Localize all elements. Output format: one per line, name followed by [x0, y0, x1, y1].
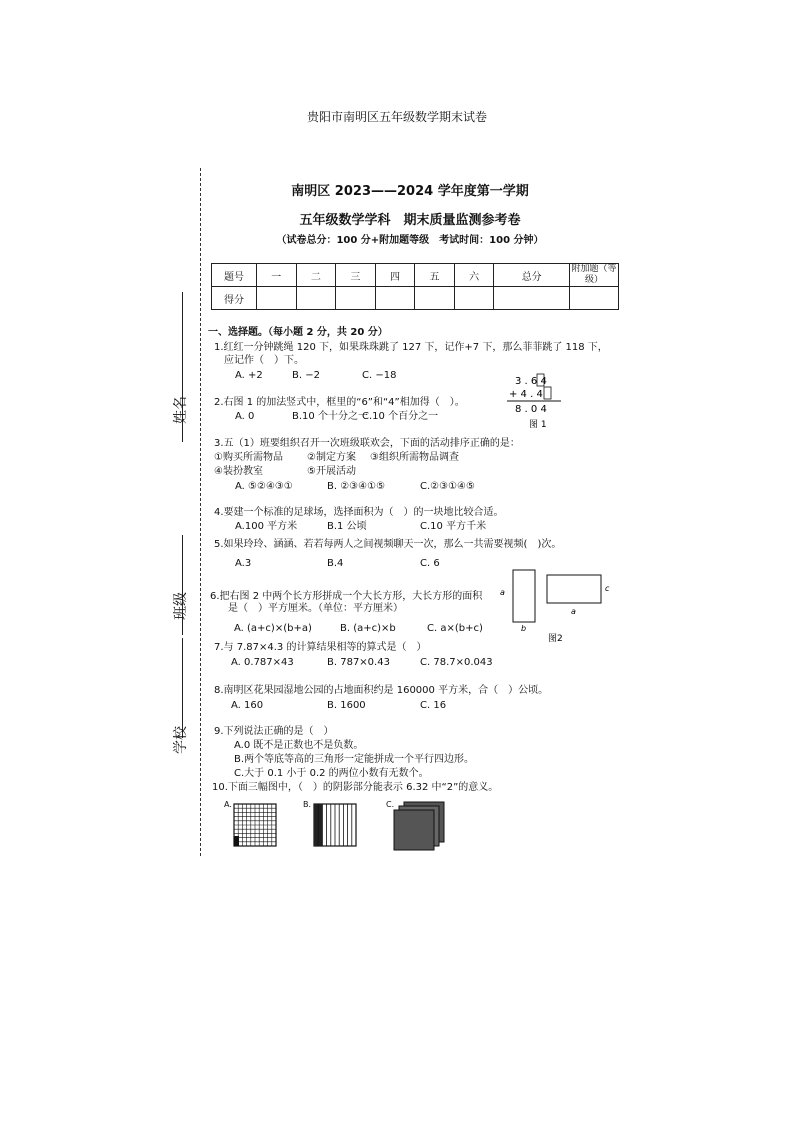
q3-option-b: B. ②③④①⑤: [327, 481, 386, 492]
fig1-box-4: [544, 387, 551, 399]
header-cell: 六: [454, 264, 494, 287]
document-title: 贵阳市南明区五年级数学期末试卷: [306, 110, 487, 124]
q5-option-c: C. 6: [420, 558, 440, 569]
q2-option-c: C.10 个百分之一: [362, 411, 439, 422]
q3-stem: 3.五（1）班要组织召开一次班级联欢会，下面的活动排序正确的是：: [214, 438, 520, 449]
q2-stem: 2.右图 1 的加法竖式中，框里的“6”和“4”相加得（ ）。: [214, 397, 465, 408]
q3-option-a: A. ⑤②④③①: [235, 481, 293, 492]
paper-title-line1: 南明区 2023——2024 学年度第一学期: [291, 184, 529, 199]
fig1-row2: + 4 . 4: [509, 389, 543, 400]
score-cell[interactable]: [375, 287, 415, 310]
q3-item-1: ①购买所需物品: [214, 452, 283, 463]
header-cell: 附加题（等级）: [571, 264, 617, 285]
q8-option-b: B. 1600: [327, 700, 366, 711]
paper-note: （试卷总分：100 分+附加题等级 考试时间：100 分钟）: [276, 235, 544, 246]
q3-item-5: ⑤开展活动: [307, 466, 356, 477]
fig2-tall-rect: [513, 570, 535, 622]
fig2-label-c: c: [605, 584, 610, 593]
q1-stem-a: 1.红红一分钟跳绳 120 下，如果珠珠跳了 127 下，记作+7 下，那么菲菲跳了 118 下，: [214, 342, 608, 353]
q7-option-c: C. 78.7×0.043: [420, 657, 493, 668]
score-cell[interactable]: [415, 287, 455, 310]
score-table-header-row: [212, 264, 619, 287]
section1-heading: 一、选择题。（每小题 2 分，共 20 分）: [208, 327, 388, 338]
q10-option-b-label: B.: [303, 800, 312, 809]
fig2-caption: 图2: [548, 634, 563, 644]
q1-option-a: A. +2: [235, 370, 263, 381]
q3-item-4: ④装扮教室: [214, 466, 263, 477]
q8-option-a: A. 160: [231, 700, 264, 711]
q4-option-b: B.1 公顷: [327, 521, 367, 532]
fig1-row1: 3 . 6 4: [515, 376, 547, 387]
q6-option-a: A. (a+c)×(b+a): [234, 623, 312, 634]
q4-stem: 4.要建一个标准的足球场，选择面积为（ ）的一块地比较合适。: [214, 507, 504, 518]
fig2-label-b: b: [521, 624, 527, 633]
header-cell: 三: [336, 264, 376, 287]
q4-option-a: A.100 平方米: [235, 521, 298, 532]
q10-grid-a: [232, 802, 280, 848]
fig2-wide-rect: [547, 575, 601, 603]
class-label: 班级: [173, 592, 189, 620]
q6-stem-a: 6.把右图 2 中两个长方形拼成一个大长方形，大长方形的面积: [210, 591, 483, 602]
header-cell: 总分: [494, 264, 570, 287]
q5-stem: 5.如果玲玲、涵涵、若若每两人之间视频聊天一次，那么一共需要视频( )次。: [214, 539, 562, 550]
score-cell[interactable]: [570, 287, 619, 310]
q8-option-c: C. 16: [420, 700, 447, 711]
fig2-label-a-left: a: [500, 588, 505, 597]
score-cell[interactable]: [336, 287, 376, 310]
name-label: 姓名: [173, 396, 189, 424]
q3-item-3: ③组织所需物品调查: [370, 452, 459, 463]
binding-dashed-line: [200, 168, 201, 856]
q4-option-c: C.10 平方千米: [420, 521, 487, 532]
header-cell: 一: [257, 264, 297, 287]
q1-option-c: C. −18: [362, 370, 397, 381]
q6-stem-b: 是（ ）平方厘米。（单位：平方厘米）: [228, 603, 403, 614]
q7-option-a: A. 0.787×43: [231, 657, 294, 668]
header-cell: 五: [415, 264, 455, 287]
school-label: 学校: [173, 726, 189, 754]
grid-c-shaded-squares: [394, 810, 434, 850]
q6-option-c: C. a×(b+c): [427, 623, 483, 634]
q10-grid-c: [392, 800, 448, 852]
q6-option-b: B. (a+c)×b: [340, 623, 396, 634]
q8-stem: 8.南明区花果园湿地公园的占地面积约是 160000 平方米，合（ ）公顷。: [214, 685, 549, 696]
q9-option-b: B.两个等底等高的三角形一定能拼成一个平行四边形。: [234, 754, 475, 765]
q1-option-b: B. −2: [292, 370, 320, 381]
fig1-row3: 8 . 0 4: [515, 404, 547, 415]
q10-stem: 10.下面三幅图中，（ ）的阴影部分能表示 6.32 中“2”的意义。: [212, 782, 499, 793]
q5-option-b: B.4: [327, 558, 344, 569]
score-cell[interactable]: [257, 287, 297, 310]
score-table-score-row: [212, 287, 619, 310]
q10-option-c-label: C.: [386, 800, 395, 809]
q9-option-c: C.大于 0.1 小于 0.2 的两位小数有无数个。: [234, 768, 429, 779]
q7-stem: 7.与 7.87×4.3 的计算结果相等的算式是（ ）: [214, 642, 427, 653]
score-cell[interactable]: [296, 287, 336, 310]
q3-option-c: C.②③①④⑤: [420, 481, 475, 492]
q10-option-a-label: A.: [224, 800, 232, 809]
score-cell[interactable]: [454, 287, 494, 310]
q2-option-b: B.10 个十分之一: [292, 411, 368, 422]
header-cell: 二: [296, 264, 336, 287]
paper-title-line2: 五年级数学学科 期末质量监测参考卷: [299, 213, 521, 228]
figure-2-rectangles: [495, 565, 615, 647]
figure-1-addition: [505, 370, 565, 430]
fig1-caption: 图 1: [529, 420, 547, 430]
header-cell: 题号: [212, 264, 257, 287]
score-table: [211, 263, 619, 310]
q3-item-2: ②制定方案: [307, 452, 356, 463]
q9-option-a: A.0 既不是正数也不是负数。: [234, 740, 364, 751]
row-label: 得分: [212, 287, 257, 310]
q9-stem: 9.下列说法正确的是（ ）: [214, 726, 334, 737]
q7-option-b: B. 787×0.43: [327, 657, 390, 668]
header-cell: 四: [375, 264, 415, 287]
q1-stem-b: 应记作（ ）下。: [224, 355, 304, 366]
q10-grid-b: [312, 802, 360, 848]
fig2-label-a-bottom: a: [571, 607, 576, 616]
grid-a-shaded-cells: [234, 836, 239, 846]
q2-option-a: A. 0: [235, 411, 255, 422]
q5-option-a: A.3: [235, 558, 252, 569]
score-cell[interactable]: [494, 287, 570, 310]
